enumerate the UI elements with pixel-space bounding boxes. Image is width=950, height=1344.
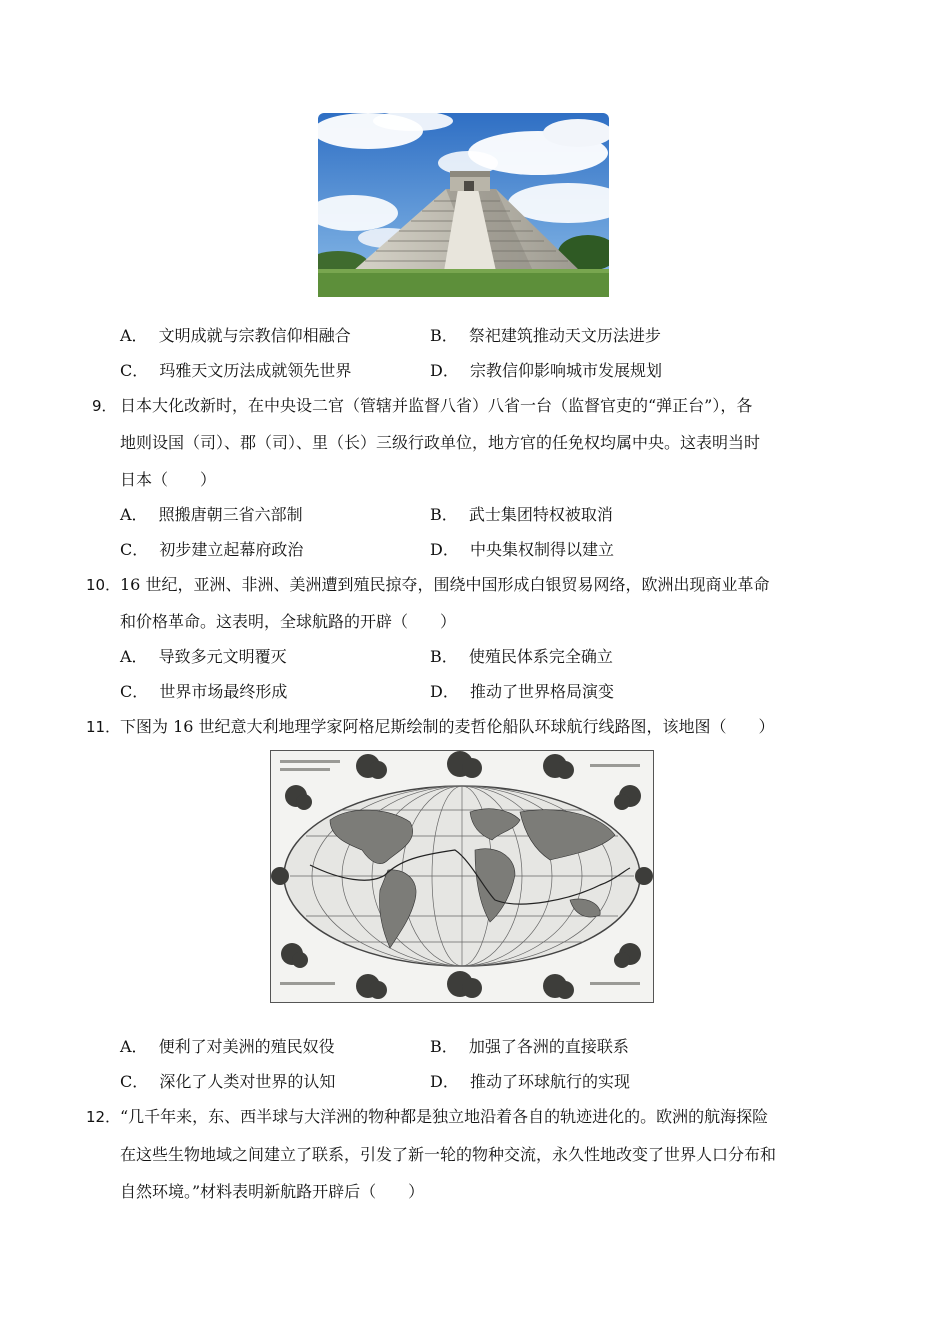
q9-option-c-label: C． (120, 540, 149, 559)
q8-option-b-text: 祭祀建筑推动天文历法进步 (468, 326, 661, 345)
q11-option-b[interactable] (430, 1037, 629, 1057)
q11-option-d[interactable] (430, 1072, 630, 1092)
q12-stem-line-3: 自然环境。”材料表明新航路开辟后（ ） (120, 1182, 425, 1201)
q10-option-d-text: 推动了世界格局演变 (469, 682, 614, 701)
q9-option-b[interactable] (430, 505, 613, 525)
q8-option-c-text: 玛雅天文历法成就领先世界 (159, 361, 352, 380)
q9-option-b-text: 武士集团特权被取消 (468, 505, 613, 524)
q9-option-d-text: 中央集权制得以建立 (469, 540, 614, 559)
q10-stem-line-2: 和价格革命。这表明，全球航路的开辟（ ） (120, 612, 457, 631)
q10-option-b-label: B． (430, 647, 458, 666)
magellan-map (270, 750, 654, 1003)
q9-option-c-text: 初步建立起幕府政治 (159, 540, 304, 559)
q11-number: 11． (86, 718, 121, 736)
q11-option-c-label: C． (120, 1072, 149, 1091)
q11-option-a-label: A． (120, 1037, 148, 1056)
q8-option-b[interactable] (430, 326, 661, 346)
q8-option-d-label: D． (430, 361, 459, 380)
q9-number: 9． (92, 397, 117, 415)
q10-option-a[interactable] (120, 647, 287, 667)
q10-option-d[interactable] (430, 682, 614, 702)
q8-option-d[interactable] (430, 361, 662, 381)
q8-option-a[interactable] (120, 326, 351, 346)
magellan-map-svg (270, 750, 654, 1003)
q8-option-a-text: 文明成就与宗教信仰相融合 (158, 326, 351, 345)
q10-option-a-label: A． (120, 647, 148, 666)
q9-option-a[interactable] (120, 505, 303, 525)
q9-stem-line-3: 日本（ ） (120, 470, 217, 489)
q8-option-d-text: 宗教信仰影响城市发展规划 (469, 361, 662, 380)
q9-option-b-label: B． (430, 505, 458, 524)
q9-option-d[interactable] (430, 540, 614, 560)
q10-option-d-label: D． (430, 682, 459, 701)
q11-option-a-text: 便利了对美洲的殖民奴役 (158, 1037, 335, 1056)
q8-option-c-label: C． (120, 361, 149, 380)
q11-option-b-label: B． (430, 1037, 458, 1056)
q11-option-c-text: 深化了人类对世界的认知 (159, 1072, 336, 1091)
q12-stem-line-2: 在这些生物地域之间建立了联系，引发了新一轮的物种交流，永久性地改变了世界人口分布和 (120, 1145, 777, 1164)
q10-option-b[interactable] (430, 647, 613, 667)
q8-option-c[interactable] (120, 361, 351, 381)
q10-option-b-text: 使殖民体系完全确立 (468, 647, 613, 666)
q10-number: 10． (86, 576, 121, 594)
q10-option-c[interactable] (120, 682, 287, 702)
q9-stem-line-2: 地则设国（司）、郡（司）、里（长）三级行政单位，地方官的任免权均属中央。这表明当时 (120, 433, 761, 452)
q11-option-c[interactable] (120, 1072, 335, 1092)
pyramid-photo-svg (318, 113, 609, 297)
q8-option-b-label: B． (430, 326, 458, 345)
q9-option-c[interactable] (120, 540, 303, 560)
q11-option-a[interactable] (120, 1037, 335, 1057)
q11-stem-line-1: 下图为 16 世纪意大利地理学家阿格尼斯绘制的麦哲伦船队环球航行线路图，该地图（ ） (120, 717, 775, 736)
q11-option-b-text: 加强了各洲的直接联系 (468, 1037, 629, 1056)
q10-option-c-label: C． (120, 682, 149, 701)
q10-stem-line-1: 16 世纪，亚洲、非洲、美洲遭到殖民掠夺，围绕中国形成白银贸易网络，欧洲出现商业革命 (120, 575, 770, 594)
q11-option-d-label: D． (430, 1072, 459, 1091)
pyramid-photo (318, 113, 609, 297)
q10-option-c-text: 世界市场最终形成 (159, 682, 288, 701)
q12-stem-line-1: “几千年来，东、西半球与大洋洲的物种都是独立地沿着各自的轨迹进化的。欧洲的航海探险 (120, 1107, 769, 1126)
q11-option-d-text: 推动了环球航行的实现 (469, 1072, 630, 1091)
q9-option-a-label: A． (120, 505, 148, 524)
q9-option-a-text: 照搬唐朝三省六部制 (158, 505, 303, 524)
q8-option-a-label: A． (120, 326, 148, 345)
q10-option-a-text: 导致多元文明覆灭 (158, 647, 287, 666)
q12-number: 12． (86, 1108, 121, 1126)
q9-stem-line-1: 日本大化改新时，在中央设二官（管辖并监督八省）八省一台（监督官吏的“弹正台”），各 (120, 396, 753, 415)
q9-option-d-label: D． (430, 540, 459, 559)
